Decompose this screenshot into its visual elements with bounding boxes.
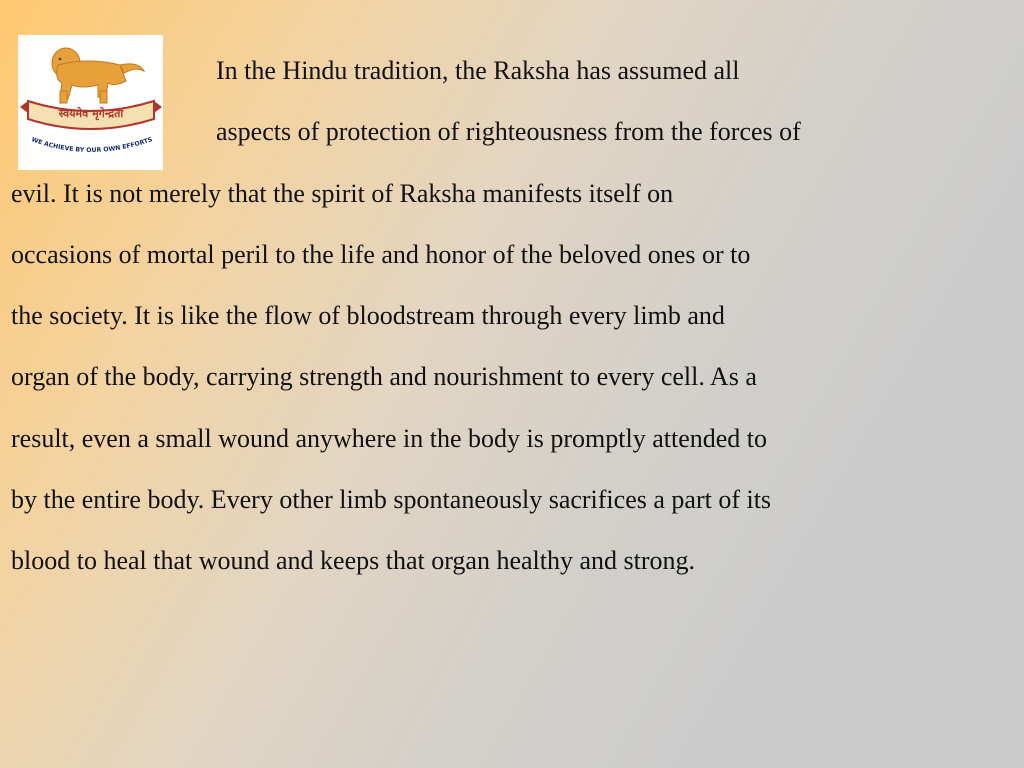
paragraph-line: evil. It is not merely that the spirit of Raksha manifests itself on: [11, 178, 674, 208]
paragraph-line: by the entire body. Every other limb spontaneously sacrifices a part of its: [11, 485, 772, 515]
paragraph-line: blood to heal that wound and keeps that organ healthy and strong.: [11, 546, 696, 576]
paragraph-line: organ of the body, carrying strength and nourishment to every cell. As a: [11, 362, 757, 392]
paragraph-line: In the Hindu tradition, the Raksha has assumed all: [216, 56, 740, 85]
body-paragraph: [11, 40, 1016, 592]
paragraph-line: result, even a small wound anywhere in the body is promptly attended to: [11, 423, 767, 453]
paragraph-line: the society. It is like the flow of bloodstream through every limb and: [11, 301, 725, 331]
logo-motto-english: WE ACHIEVE BY OUR OWN EFFORTS: [30, 136, 154, 155]
paragraph-line: occasions of mortal peril to the life and honor of the beloved ones or to: [11, 239, 751, 269]
paragraph-line: aspects of protection of righteousness from the forces of: [216, 117, 801, 147]
logo-motto-devanagari: स्वयमेव मृगेन्द्रता: [58, 107, 124, 120]
